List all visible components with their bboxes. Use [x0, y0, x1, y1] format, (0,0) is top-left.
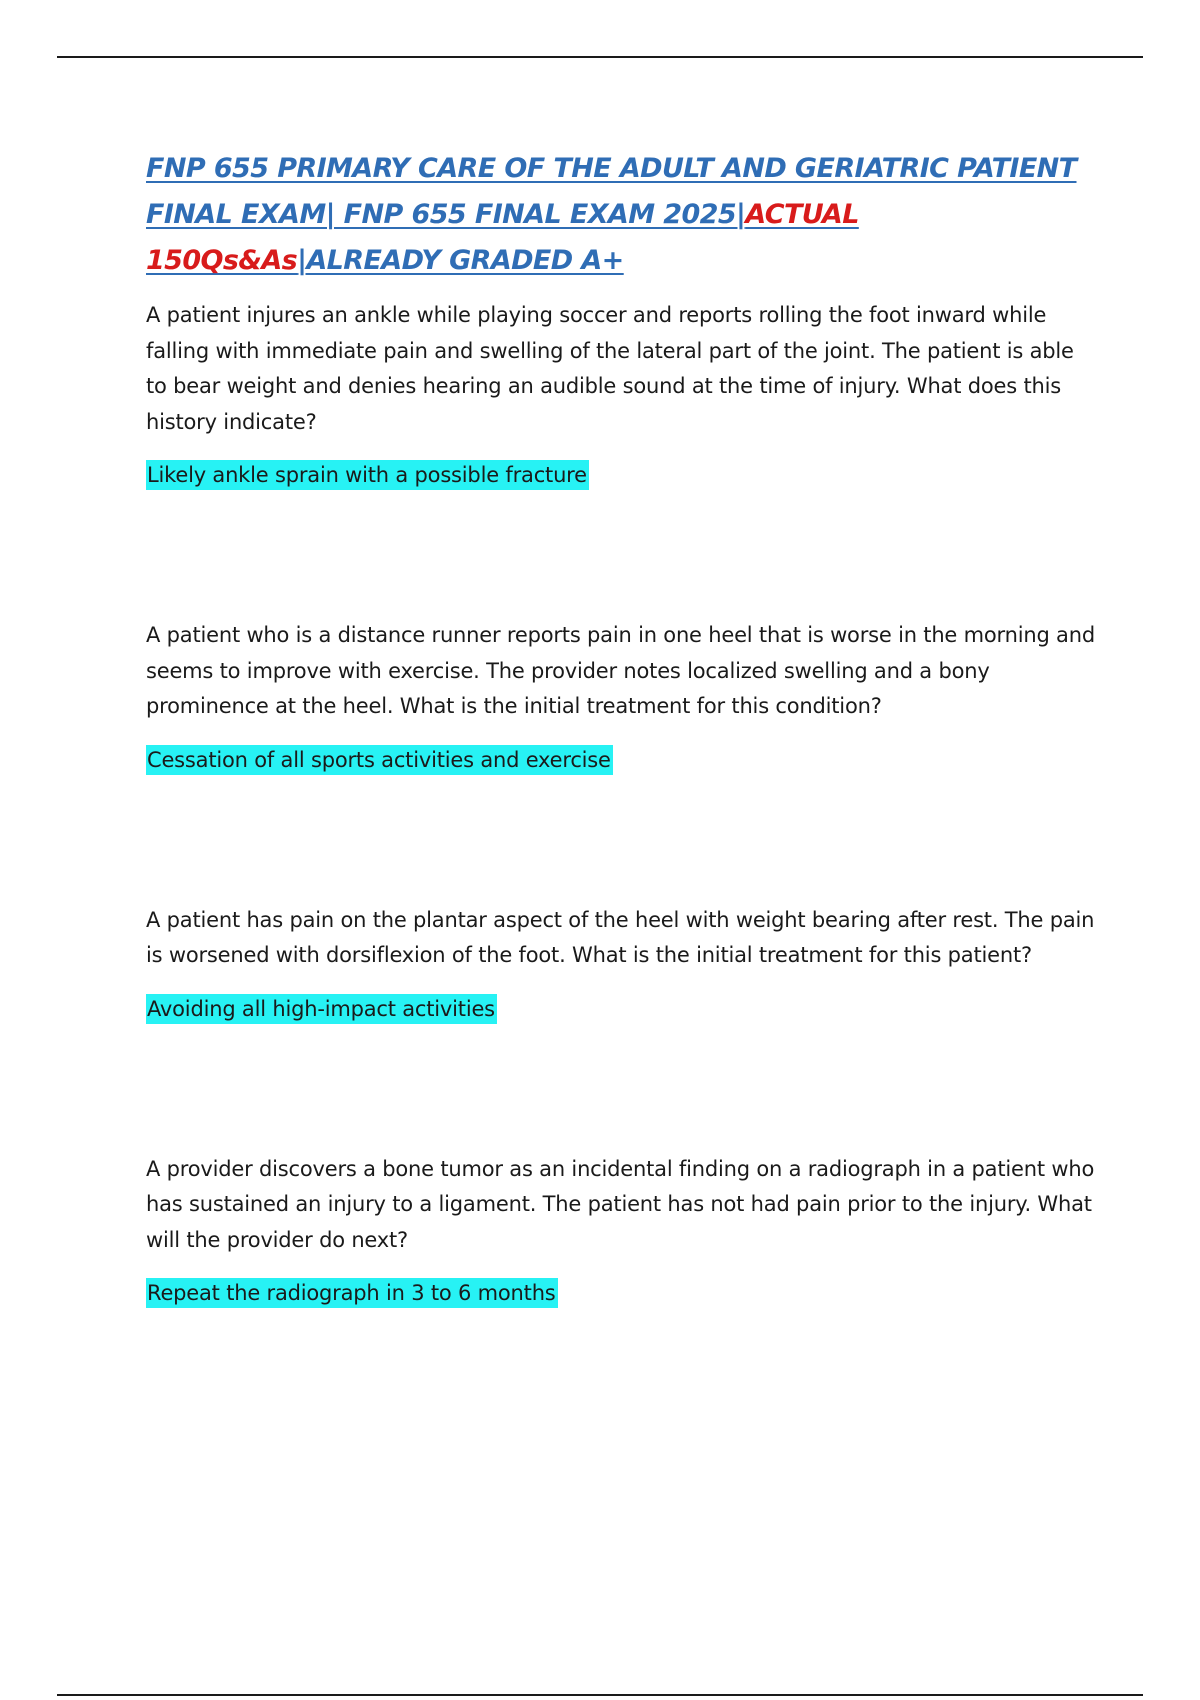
- answer-highlight: Avoiding all high-impact activities: [146, 994, 497, 1024]
- bottom-rule: [57, 1694, 1143, 1696]
- document-title: [146, 146, 1096, 284]
- question-text: A provider discovers a bone tumor as an incidental finding on a radiograph in a patient who has sustained an injury to a ligament. The patient has not had pain prior to the injury. What will the provider do next?: [146, 1156, 1095, 1252]
- answer-highlight: Cessation of all sports activities and exercise: [146, 745, 613, 775]
- qa-item: [146, 618, 1096, 779]
- answer-highlight: Likely ankle sprain with a possible fracture: [146, 460, 589, 490]
- answer-highlight: Repeat the radiograph in 3 to 6 months: [146, 1278, 558, 1308]
- qa-item: [146, 903, 1096, 1028]
- title-part-1: FNP 655 PRIMARY CARE OF THE ADULT AND GERIATRIC PATIENT FINAL EXAM| FNP 655 FINAL EXAM 2025|: [146, 153, 1077, 230]
- title-part-2: ACTUAL 150Qs&As: [146, 199, 859, 276]
- question-text: A patient injures an ankle while playing soccer and reports rolling the foot inward while falling with immediate pain and swelling of the lateral part of the joint. The patient is able to bear weight and denies hearing an audible sound at the time of injury. What does this history indicate?: [146, 303, 1074, 434]
- qa-item: [146, 1152, 1096, 1313]
- qa-item: [146, 298, 1096, 494]
- top-rule: [57, 56, 1143, 58]
- title-part-3: |ALREADY GRADED A+: [297, 245, 624, 276]
- page-content: [146, 146, 1096, 1312]
- question-text: A patient who is a distance runner reports pain in one heel that is worse in the morning and seems to improve with exercise. The provider notes localized swelling and a bony prominence at the heel. What is the initial treatment for this condition?: [146, 623, 1095, 718]
- question-text: A patient has pain on the plantar aspect of the heel with weight bearing after rest. The pain is worsened with dorsiflexion of the foot. What is the initial treatment for this patient?: [146, 907, 1095, 967]
